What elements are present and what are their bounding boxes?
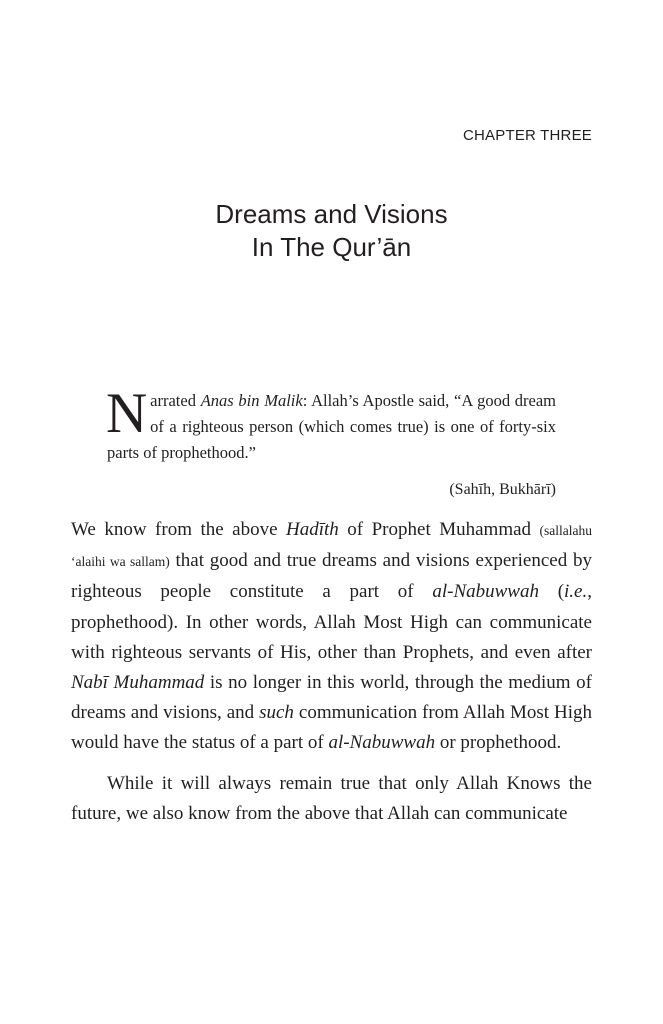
text-run: communication from Allah Most High would have the status of a part of: [71, 702, 593, 754]
drop-cap: N: [106, 382, 148, 445]
epigraph-source: (Sahīh, Bukhārī): [449, 481, 556, 498]
body-text: [71, 515, 592, 829]
term-al-nabuwwah: al-Nabuwwah: [432, 581, 539, 603]
epigraph-quote: [106, 382, 557, 466]
text-run: We know from the above: [71, 519, 287, 540]
chapter-title: [0, 198, 663, 264]
text-run: or prophethood.: [435, 732, 562, 754]
chapter-title-line-1: Dreams and Visions: [215, 199, 448, 229]
text-run: , prophethood). In other words, Allah Most High can communicate with righteous servants of His, other than Prophets, and even after: [71, 581, 592, 663]
text-run: that good and true dreams and visions experienced by righteous people constitute a part of: [71, 550, 592, 603]
epigraph-text-2: : Allah’s Apostle said, “A good dream of a righteous person (which comes true) is one of forty-six parts of prophethood.”: [107, 391, 557, 462]
term-hadith: Hadīth: [286, 519, 339, 540]
term-nabi-muhammad: Nabī Muhammad: [71, 672, 205, 694]
emphasis-such: such: [259, 702, 294, 724]
epigraph-text-1: arrated: [150, 391, 201, 410]
chapter-label: CHAPTER THREE: [462, 127, 592, 144]
paragraph-1: [71, 515, 592, 759]
text-run: (: [538, 581, 565, 603]
abbr-ie: i.e.: [564, 581, 588, 603]
salutation: (sallalahu ‘alaihi wa sallam): [71, 523, 592, 570]
text-run: is no longer in this world, through the medium of dreams and visions, and: [71, 672, 592, 724]
epigraph-narrator: Anas bin Malik: [200, 391, 303, 410]
paragraph-2: While it will always remain true that only Allah Knows the future, we also know from the above that Allah can communicate: [71, 772, 592, 824]
term-al-nabuwwah: al-Nabuwwah: [328, 732, 436, 754]
chapter-title-line-2: In The Qur’ān: [251, 232, 412, 262]
text-run: of Prophet Muhammad: [338, 519, 540, 540]
